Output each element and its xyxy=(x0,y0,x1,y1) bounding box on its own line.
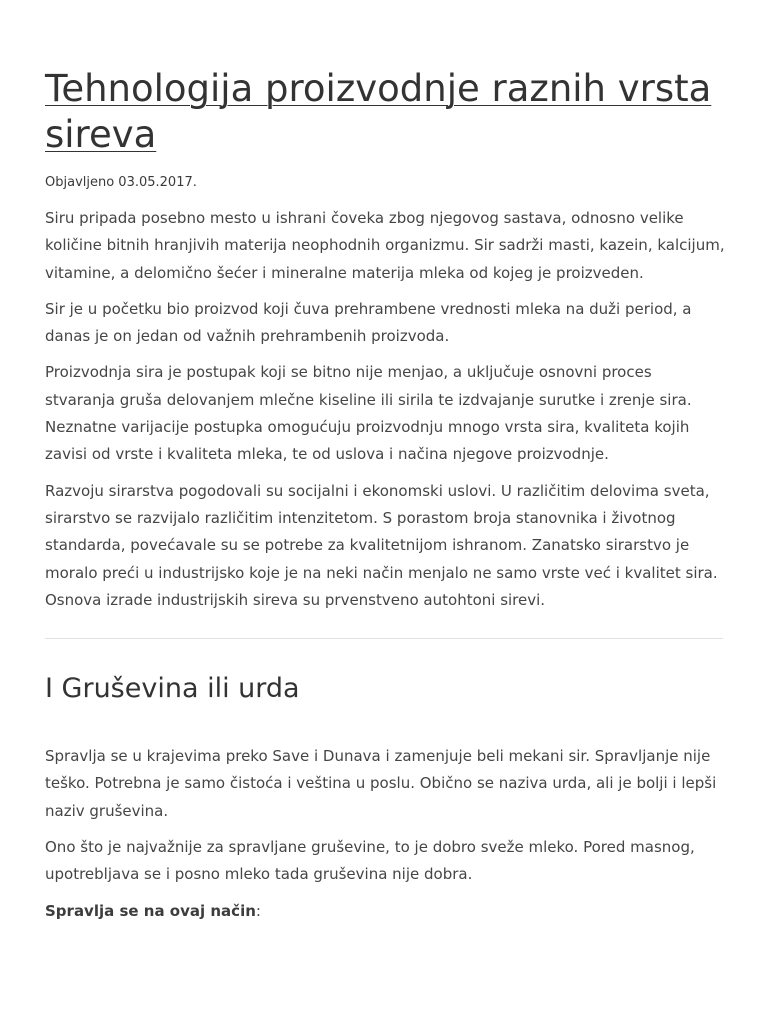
paragraph: Spravlja se u krajevima preko Save i Dunava i zamenjuje beli mekani sir. Spravljanje nije teško. Potrebna je samo čistoća i veština u poslu. Obično se naziva urda, ali je bolji i lepši naziv gruševina. xyxy=(45,747,717,820)
paragraph: Siru pripada posebno mesto u ishrani čoveka zbog njegovog sastava, odnosno velike količine bitnih hranjivih materija neophodnih organizmu. Sir sadrži masti, kazein, kalcijum, vitamine, a delomično šećer i mineralne materija mleka od kojeg je proizveden. xyxy=(45,209,725,282)
method-suffix: : xyxy=(255,901,261,920)
paragraph: Sir je u početku bio proizvod koji čuva prehrambene vrednosti mleka na duži period, a danas je on jedan od važnih prehrambenih proizvoda. xyxy=(45,299,692,346)
paragraph: Proizvodnja sira je postupak koji se bitno nije menjao, a uključuje osnovni proces stvaranja gruša delovanjem mlečne kiseline ili sirila te izdvajanje surutke i zrenje sira. Neznatne varijacije postupka omogućuju proizvodnju mnogo vrsta sira, kvaliteta kojih zavisi od vrste i kvaliteta mleka, te od uslova i načina njegove proizvodnje. xyxy=(45,363,692,464)
article xyxy=(45,0,725,934)
article-title-link[interactable]: Tehnologija proizvodnje raznih vrsta sireva xyxy=(45,67,712,156)
paragraph: Ono što je najvažnije za spravljane gruševine, to je dobro sveže mleko. Pored masnog, upotrebljava se i posno mleko tada gruševina nije dobra. xyxy=(45,838,695,884)
method-label: Spravlja se na ovaj način xyxy=(45,901,256,920)
paragraph: Razvoju sirarstva pogodovali su socijalni i ekonomski uslovi. U različitim delovima sveta, sirarstvo se razvijalo različitim intenzitetom. S porastom broja stanovnika i životnog standarda, povećavale su se potrebe za kvalitetnijom ishranom. Zanatsko sirarstvo je moralo preći u industrijsko koje je na neki način menjalo ne samo vrste već i kvalitet sira. Osnova izrade industrijskih sireva su prvenstveno autohtoni sirevi. xyxy=(45,481,718,609)
section-body xyxy=(45,743,725,925)
publish-date: Objavljeno 03.05.2017. xyxy=(45,175,197,190)
article-title xyxy=(45,0,725,158)
section-divider xyxy=(45,638,723,639)
article-body xyxy=(45,205,725,614)
method-paragraph xyxy=(45,898,725,925)
section-heading: I Gruševina ili urda xyxy=(45,673,300,705)
